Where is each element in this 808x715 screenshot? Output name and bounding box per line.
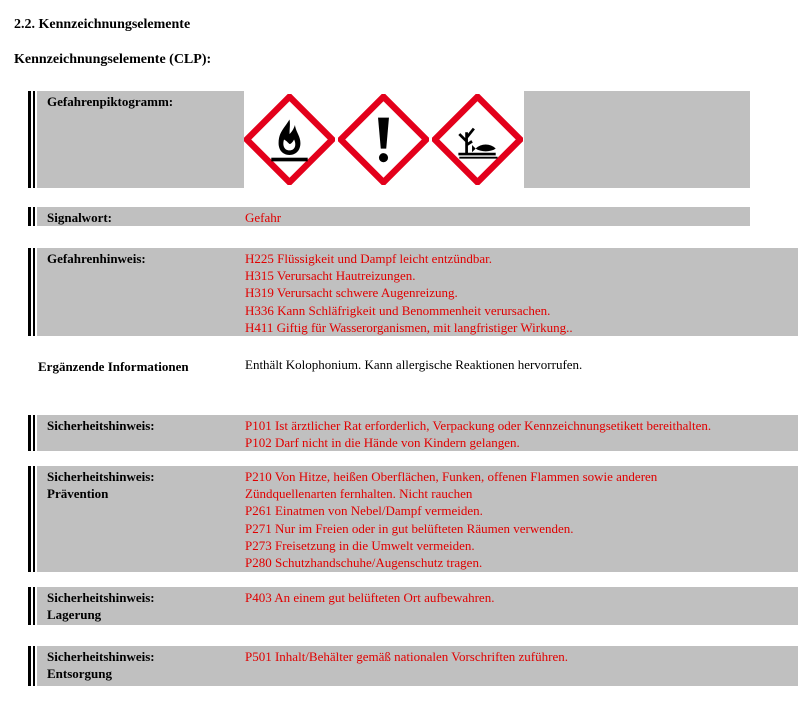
precaution-storage-value-cell: [244, 587, 798, 625]
precaution-statement: P210 Von Hitze, heißen Oberflächen, Funken, offenen Flammen sowie anderen: [245, 469, 658, 484]
precaution-general-value-cell: [244, 415, 798, 451]
row-marker: [28, 587, 31, 625]
precaution-general-text: [245, 417, 711, 451]
precaution-statement: P101 Ist ärztlicher Rat erforderlich, Verpackung oder Kennzeichnungsetikett bereithalten.: [245, 418, 712, 433]
pictogram-cell: [244, 91, 524, 188]
row-marker: [33, 248, 35, 336]
precaution-statement: P501 Inhalt/Behälter gemäß nationalen Vorschriften zuführen.: [245, 649, 568, 664]
hazard-label-cell: [37, 248, 244, 336]
precaution-prevention-label-cell: [37, 466, 244, 572]
supplementary-label: Ergänzende Informationen: [38, 359, 189, 374]
label-line: Lagerung: [47, 607, 102, 622]
precaution-statement: P403 An einem gut belüfteten Ort aufbewahren.: [245, 590, 495, 605]
section-heading: 2.2. Kennzeichnungselemente: [14, 17, 191, 32]
precaution-statement: P273 Freisetzung in die Umwelt vermeiden.: [245, 537, 475, 553]
hazard-value-cell: [244, 248, 798, 336]
row-marker: [33, 466, 35, 572]
environment-pictogram-icon: [432, 94, 523, 185]
signal-word-value: Gefahr: [245, 210, 282, 225]
row-marker: [28, 466, 31, 572]
hazard-statement: H411 Giftig für Wasserorganismen, mit langfristiger Wirkung..: [245, 319, 573, 335]
pictogram-label-cell: [37, 91, 244, 188]
signal-word-row: [28, 207, 750, 226]
row-marker: [28, 646, 31, 686]
hazard-label: Gefahrenhinweis:: [47, 251, 146, 266]
precaution-statement: P261 Einatmen von Nebel/Dampf vermeiden.: [245, 503, 483, 519]
precaution-prevention-label: [47, 468, 155, 502]
precaution-statement: Zündquellenarten fernhalten. Nicht rauchen: [245, 486, 473, 502]
precaution-storage-text: [245, 589, 494, 606]
precaution-prevention-value-cell: [244, 466, 798, 572]
label-line: Sicherheitshinweis:: [47, 649, 155, 664]
exclamation-mark-pictogram-icon: [338, 94, 429, 185]
signal-word-label: Signalwort:: [47, 210, 112, 225]
precaution-disposal-label: [47, 648, 155, 682]
precaution-storage-row: [28, 587, 798, 625]
supplementary-text: Enthält Kolophonium. Kann allergische Reaktionen hervorrufen.: [245, 357, 583, 372]
pictogram-filler-cell: [524, 91, 750, 188]
hazard-statements-text: [245, 250, 573, 336]
row-marker: [33, 587, 35, 625]
signal-word-label-cell: [37, 207, 244, 226]
precaution-disposal-value-cell: [244, 646, 798, 686]
hazard-statement: H315 Verursacht Hautreizungen.: [245, 268, 416, 284]
signal-word-value-cell: [244, 207, 750, 226]
hazard-statement: H336 Kann Schläfrigkeit und Benommenheit verursachen.: [245, 302, 551, 318]
pictogram-label: Gefahrenpiktogramm:: [47, 94, 174, 109]
precaution-general-label: Sicherheitshinweis:: [47, 418, 155, 433]
label-line: Sicherheitshinweis:: [47, 469, 155, 484]
row-marker: [33, 207, 35, 226]
precaution-general-label-cell: [37, 415, 244, 451]
label-line: Sicherheitshinweis:: [47, 590, 155, 605]
hazard-statement: H319 Verursacht schwere Augenreizung.: [245, 285, 458, 301]
row-marker: [28, 207, 31, 226]
precaution-prevention-row: [28, 466, 798, 572]
hazard-statement: H225 Flüssigkeit und Dampf leicht entzündbar.: [245, 251, 492, 266]
row-marker: [28, 415, 31, 451]
row-marker: [33, 646, 35, 686]
precaution-statement: P280 Schutzhandschuhe/Augenschutz tragen.: [245, 555, 483, 571]
precaution-general-row: [28, 415, 798, 451]
flame-pictogram-icon: [244, 94, 335, 185]
section-subtitle: Kennzeichnungselemente (CLP):: [14, 52, 212, 67]
row-marker: [28, 91, 31, 188]
label-line: Entsorgung: [47, 666, 113, 681]
row-marker: [33, 415, 35, 451]
precaution-statement: P102 Darf nicht in die Hände von Kindern gelangen.: [245, 435, 520, 451]
precaution-statement: P271 Nur im Freien oder in gut belüfteten Räumen verwenden.: [245, 520, 574, 536]
label-line: Prävention: [47, 486, 109, 501]
precaution-storage-label-cell: [37, 587, 244, 625]
precaution-disposal-label-cell: [37, 646, 244, 686]
hazard-statements-row: [28, 248, 798, 336]
row-marker: [28, 248, 31, 336]
row-marker: [33, 91, 35, 188]
precaution-disposal-row: [28, 646, 798, 686]
precaution-prevention-text: [245, 468, 657, 571]
precaution-disposal-text: [245, 648, 568, 665]
pictogram-row: [28, 91, 552, 188]
precaution-storage-label: [47, 589, 155, 623]
